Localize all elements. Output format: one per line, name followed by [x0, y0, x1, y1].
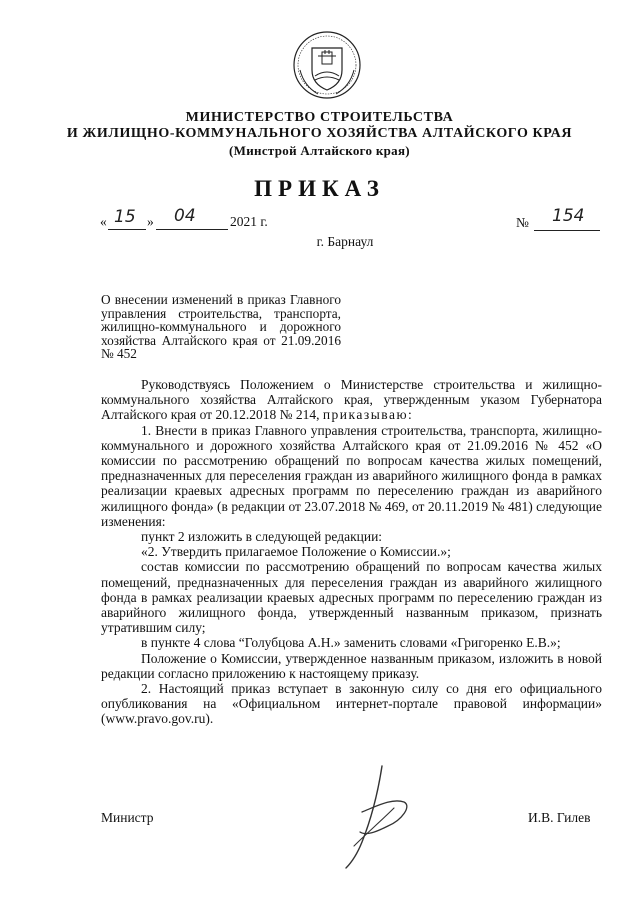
preamble-text: Руководствуясь Положением о Министерстве строительства и жилищно-коммунального хозяйства Алтайского края, утвержденным указом Губернатора Алтайского края от 20.12.2018 № 214, [101, 377, 602, 423]
city: г. Барнаул [316, 234, 374, 249]
document-title: ПРИКАЗ [254, 176, 385, 201]
order-subject: О внесении изменений в приказ Главного управления строительства, транспорта, жилищно-коммунального и дорожного хозяйства Алтайского края от 21.09.2016 № 452 [101, 292, 341, 361]
paragraph-point-4-change: в пункте 4 слова “Голубцова А.Н.» заменить словами «Григоренко Е.В.»; [141, 635, 561, 651]
paragraph-item-2: 2. Настоящий приказ вступает в законную силу со дня его официального опубликования на «Официальном интернет-портале правовой информации» (www.pravo.gov.ru). [101, 681, 602, 727]
order-body [101, 377, 602, 727]
order-number-underline [534, 230, 600, 231]
paragraph-regulation: Положение о Комиссии, утвержденное названным приказом, изложить в новой редакции согласно приложению к настоящему приказу. [101, 650, 602, 681]
date-close-quote: » [147, 214, 154, 229]
signature-position: Министр [101, 810, 154, 825]
date-year: 2021 г. [230, 214, 268, 229]
date-month: 04 [174, 206, 196, 226]
header-ministry-short-name: (Минстрой Алтайского края) [229, 143, 410, 158]
coat-of-arms-emblem [292, 30, 362, 100]
date-day: 15 [114, 207, 136, 227]
order-number [516, 206, 606, 233]
date-open-quote: « [100, 214, 107, 229]
signature-name: И.В. Гилев [528, 810, 591, 825]
date-line [100, 206, 300, 233]
paragraph-commission-composition: состав комиссии по рассмотрению обращений по вопросам качества жилых помещений, предназначенных для переселения граждан из аварийного жилищного фонда в рамках реализации краевых адресных программ по переселению граждан из аварийного жилищного фонда, утвержденный названным приказом, признать утратившим силу; [101, 559, 602, 636]
date-month-underline [156, 229, 228, 230]
paragraph-item-1: 1. Внести в приказ Главного управления строительства, транспорта, жилищно-коммунального и дорожного хозяйства Алтайского края от 21.09.2016 № 452 «О комиссии по рассмотрению обращений по вопросам качества жилых помещений, предназначенных для переселения граждан из аварийного жилищного фонда в рамках реализации краевых адресных программ по переселению граждан из аварийного жилищного фонда» (в редакции от 23.07.2018 № 469, от 20.11.2019 № 481) следующие изменения: [101, 422, 602, 529]
handwritten-signature [332, 762, 422, 872]
paragraph-point-2-intro: пункт 2 изложить в следующей редакции: [141, 529, 383, 545]
date-day-underline [108, 229, 146, 230]
paragraph-preamble [101, 377, 602, 423]
header-ministry-line1: МИНИСТЕРСТВО СТРОИТЕЛЬСТВА [185, 110, 454, 125]
order-number-value: 154 [552, 206, 585, 226]
preamble-order-word: приказываю: [322, 407, 414, 423]
paragraph-point-2-text: «2. Утвердить прилагаемое Положение о Комиссии.»; [141, 544, 451, 560]
order-number-label: № [516, 215, 529, 230]
header-ministry-line2: И ЖИЛИЩНО-КОММУНАЛЬНОГО ХОЗЯЙСТВА АЛТАЙСКОГО КРАЯ [66, 126, 573, 141]
